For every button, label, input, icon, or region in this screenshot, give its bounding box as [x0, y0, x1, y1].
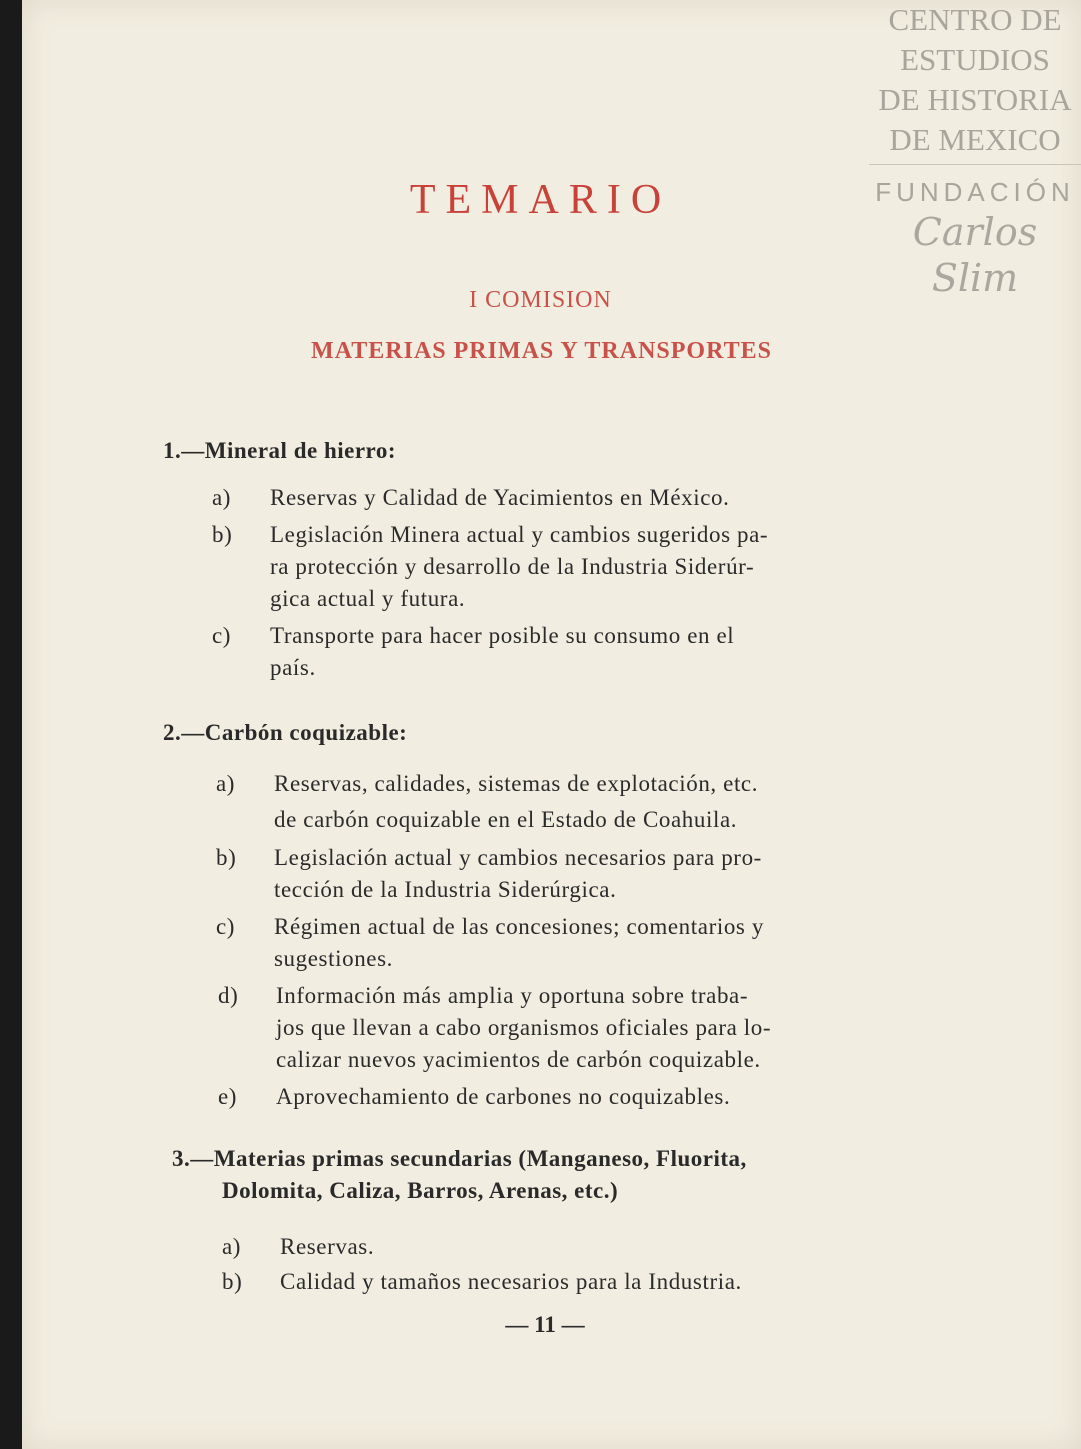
item-text: Reservas y Calidad de Yacimientos en México. — [270, 485, 730, 510]
item-label: a) — [216, 771, 236, 796]
watermark-line: DE MEXICO — [889, 122, 1061, 157]
item-label: b) — [212, 522, 233, 547]
comision-subtitle: MATERIAS PRIMAS Y TRANSPORTES — [311, 338, 772, 364]
item-text: Legislación Minera actual y cambios sugeridos pa- — [270, 522, 769, 547]
item-text: Reservas. — [280, 1234, 375, 1259]
item-text: país. — [270, 655, 316, 680]
section-heading: 1.—Mineral de hierro: — [163, 438, 396, 463]
item-text: calizar nuevos yacimientos de carbón coquizable. — [276, 1047, 761, 1072]
item-text: Calidad y tamaños necesarios para la Industria. — [280, 1269, 742, 1294]
watermark-line: ESTUDIOS — [900, 42, 1050, 77]
item-label: e) — [218, 1084, 238, 1109]
page-number: — 11 — — [505, 1312, 585, 1337]
item-label: b) — [222, 1269, 243, 1294]
item-text: gica actual y futura. — [270, 586, 466, 611]
item-label: c) — [216, 914, 236, 939]
item-label: b) — [216, 845, 237, 870]
item-label: c) — [212, 623, 232, 648]
item-text: Régimen actual de las concesiones; comentarios y — [274, 914, 764, 939]
item-text: Transporte para hacer posible su consumo en el — [270, 623, 735, 648]
watermark-line: CENTRO DE — [888, 2, 1062, 37]
item-text: jos que llevan a cabo organismos oficiales para lo- — [276, 1015, 772, 1040]
item-text: Legislación actual y cambios necesarios para pro- — [274, 845, 762, 870]
item-text: Aprovechamiento de carbones no coquizables. — [276, 1084, 731, 1109]
item-text: ra protección y desarrollo de la Industria Siderúr- — [270, 554, 755, 579]
item-text: de carbón coquizable en el Estado de Coahuila. — [274, 807, 738, 832]
comision-heading: I COMISION — [469, 287, 612, 313]
watermark-line: DE HISTORIA — [878, 82, 1072, 117]
item-label: a) — [212, 485, 232, 510]
section-heading: 3.—Materias primas secundarias (Manganeso, Fluorita, — [172, 1146, 747, 1171]
section-heading: Dolomita, Caliza, Barros, Arenas, etc.) — [222, 1178, 619, 1203]
watermark-divider — [869, 164, 1081, 165]
item-label: a) — [222, 1234, 242, 1259]
watermark-signature: Carlos Slim — [912, 210, 1038, 300]
watermark-fundacion: FUNDACIÓN — [875, 177, 1075, 207]
item-text: tección de la Industria Siderúrgica. — [274, 877, 617, 902]
item-text: Información más amplia y oportuna sobre traba- — [276, 983, 749, 1008]
section-heading: 2.—Carbón coquizable: — [163, 720, 408, 745]
item-text: Reservas, calidades, sistemas de explotación, etc. — [274, 771, 759, 796]
item-label: d) — [218, 983, 239, 1008]
item-text: sugestiones. — [274, 946, 393, 971]
page-title: TEMARIO — [409, 177, 672, 223]
